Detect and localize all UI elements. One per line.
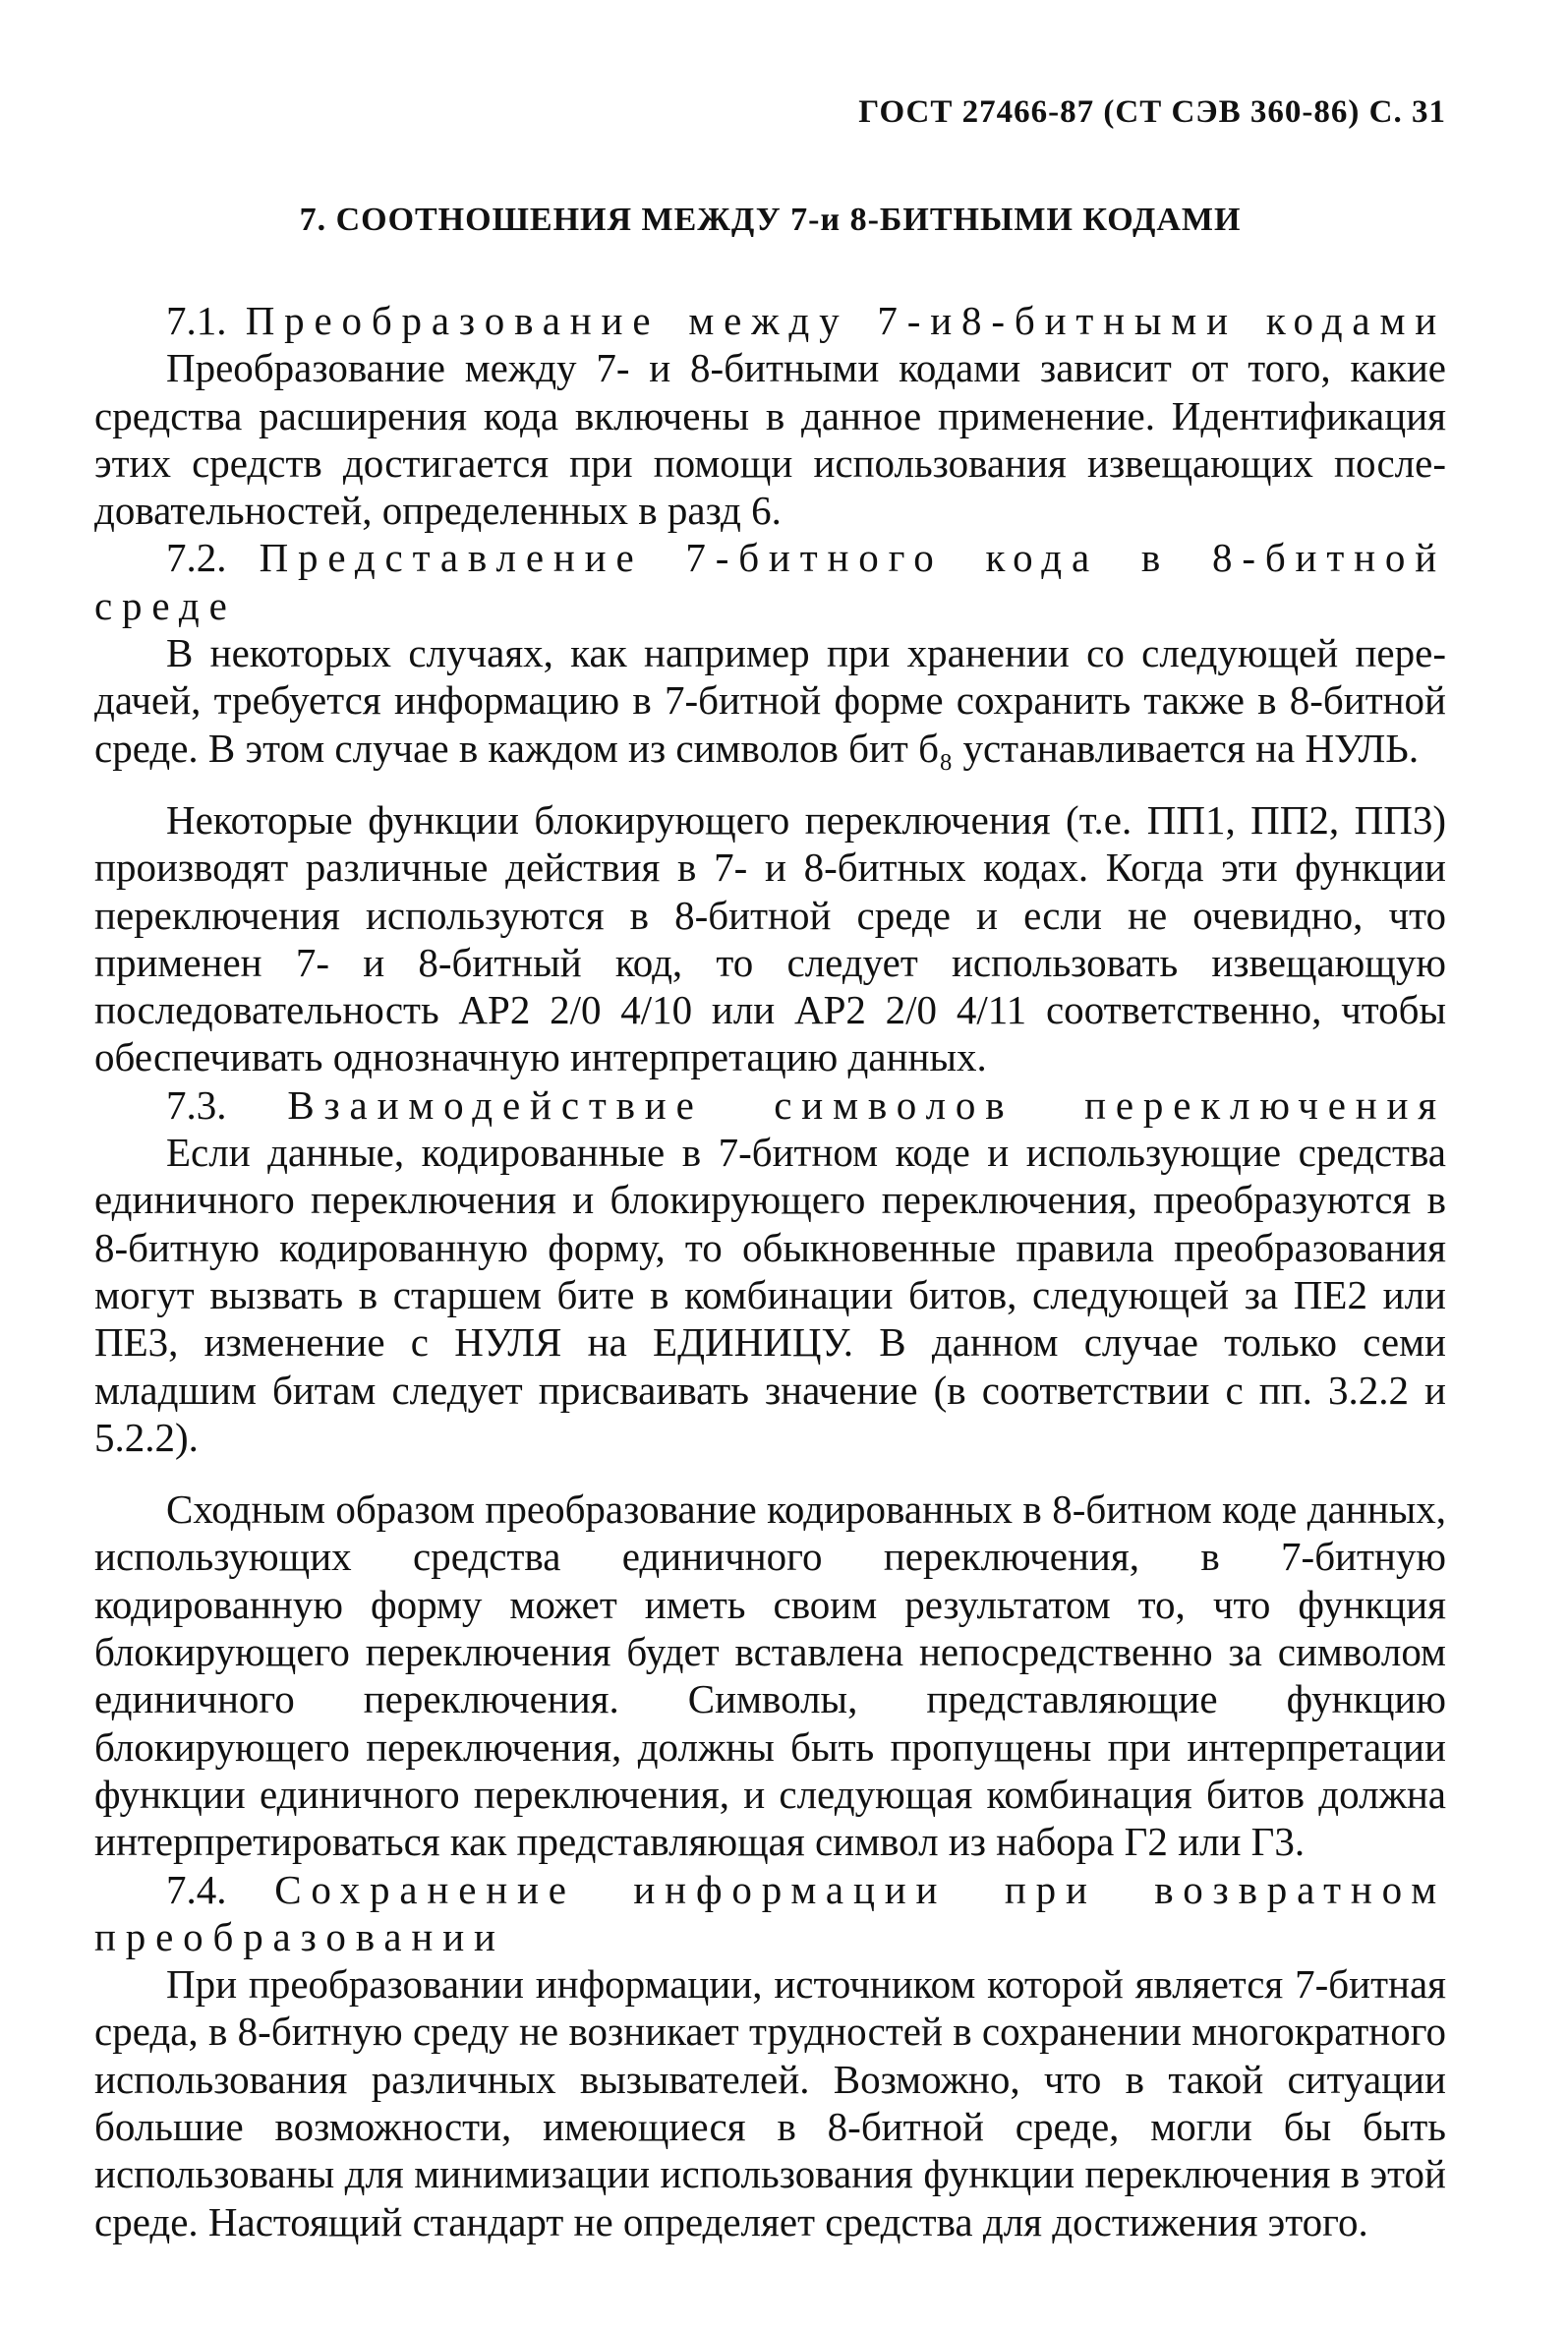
paragraph: Преобразование между 7- и 8-битными кодами зависит от того, какие средства расширения кода включены в данное применение. Идентификация этих средств достигается при помощи использования извещающих последовательностей, определенных в разд 6. (94, 345, 1446, 534)
subsection-heading-7-3 (94, 1081, 1446, 1129)
running-head: ГОСТ 27466-87 (СТ СЭВ 360-86) С. 31 (858, 94, 1446, 130)
subsection-title: Взаимодействие символов переключения (287, 1081, 1447, 1128)
subsection-number: 7.4. (166, 1866, 227, 1912)
body-text (94, 297, 1446, 2245)
paragraph: Если данные, кодированные в 7-битном коде и использующие средства единичного переключения и блокирующего переключения, преобразуются в 8-битную кодированную форму, то обыкновенные правила преобразования могут вызвать в старшем бите в комбинации битов, следующей за ПЕ2 или ПЕ3, изменение с НУЛЯ на ЕДИНИЦУ. В данном случае только семи младшим битам следует присваивать значение (в соответствии с пп. 3.2.2 и 5.2.2). (94, 1130, 1446, 1460)
paragraph: Некоторые функции блокирующего переключения (т.е. ПП1, ПП2, ПП3) производят различные действия в 7- и 8-битных кодах. Когда эти функции переключения используются в 8-битной среде и если не очевидно, что применен 7- и 8-битный код, то следует использовать извещающую последовательность АР2 2/0 4/10 или АР2 2/0 4/11 соответственно, чтобы обеспечивать однозначную интерпретацию данных. (94, 796, 1446, 1080)
paragraph: Сходным образом преобразование кодированных в 8-битном коде данных, использующих средства единичного переключения, в 7-битную кодированную форму может иметь своим результатом то, что функция блокирующего переключения будет вставлена непосредственно за символом единичного переключения. Символы, представляющие функцию блокирующего переключения, должны быть пропущены при интерпретации функции единичного переключения, и следующая комбинация битов должна интерпретироваться как представляющая символ из набора Г2 или Г3. (94, 1486, 1446, 1865)
subsection-title: Представление 7-битного кода в 8-битной среде (94, 535, 1446, 628)
subsection-number: 7.2. (166, 535, 227, 581)
subsection-title: Сохранение информации при возвратном преобразовании (94, 1866, 1446, 1959)
paragraph: В некоторых случаях, как например при хранении со следующей передачей, требуется информацию в 7-битной форме сохранить также в 8-битной среде. В этом случае в каждом из символов бит б₈ устанавливается на НУЛЬ. (94, 630, 1446, 771)
subsection-title: Преобразование между 7-и8-битными кодами (245, 298, 1447, 343)
subsection-heading-7-4 (94, 1866, 1446, 1961)
subsection-number: 7.1. (166, 298, 227, 343)
paragraph: При преобразовании информации, источником которой является 7-битная среда, в 8-битную среду не возникает трудностей в сохранении многократного использования различных вызывателей. Возможно, что в такой ситуации большие возможности, имеющиеся в 8-битной среде, могли бы быть использованы для минимизации использования функции переключения в этой среде. Настоящий стандарт не определяет средства для достижения этого. (94, 1961, 1446, 2244)
subsection-heading-7-2 (94, 534, 1446, 629)
subsection-number: 7.3. (166, 1081, 227, 1128)
section-title: 7. СООТНОШЕНИЯ МЕЖДУ 7-и 8-БИТНЫМИ КОДАМИ (299, 202, 1242, 238)
document-page (94, 0, 1446, 2331)
subsection-heading-7-1 (94, 297, 1446, 344)
